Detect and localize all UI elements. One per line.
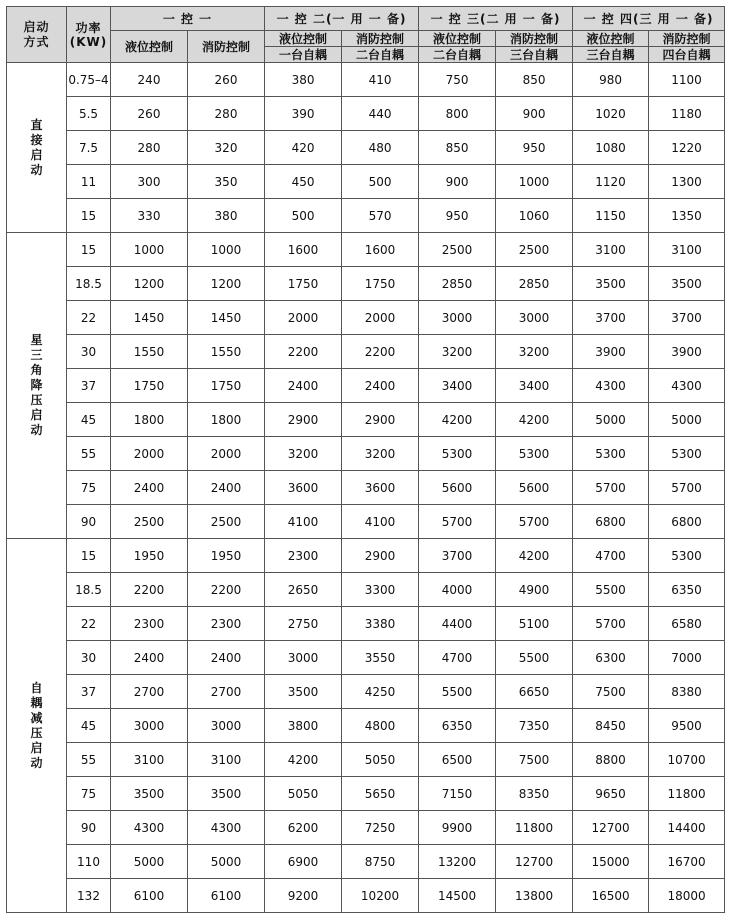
- power-cell: 15: [67, 199, 111, 233]
- value-cell: 4900: [496, 573, 573, 607]
- power-header: [67, 7, 111, 63]
- value-cell: 3000: [419, 301, 496, 335]
- value-cell: 1350: [649, 199, 725, 233]
- value-cell: 2500: [419, 233, 496, 267]
- table-row: [7, 267, 725, 301]
- value-cell: 3700: [573, 301, 649, 335]
- value-cell: 2700: [188, 675, 265, 709]
- value-cell: 3400: [496, 369, 573, 403]
- value-cell: 4400: [419, 607, 496, 641]
- value-cell: 13800: [496, 879, 573, 913]
- value-cell: 3500: [649, 267, 725, 301]
- value-cell: 1150: [573, 199, 649, 233]
- value-cell: 2400: [111, 641, 188, 675]
- value-cell: 5500: [496, 641, 573, 675]
- value-cell: 18000: [649, 879, 725, 913]
- subheader-fire-3: 消防控制: [496, 31, 573, 47]
- subheader-level-3: 液位控制: [419, 31, 496, 47]
- value-cell: 2000: [111, 437, 188, 471]
- value-cell: 5300: [573, 437, 649, 471]
- table-row: [7, 63, 725, 97]
- value-cell: 2700: [111, 675, 188, 709]
- value-cell: 7250: [342, 811, 419, 845]
- method-cell: [7, 539, 67, 913]
- value-cell: 9500: [649, 709, 725, 743]
- value-cell: 4300: [188, 811, 265, 845]
- table-row: [7, 403, 725, 437]
- power-cell: 110: [67, 845, 111, 879]
- value-cell: 900: [496, 97, 573, 131]
- value-cell: 3400: [419, 369, 496, 403]
- power-header-line1: 功率: [75, 20, 102, 35]
- value-cell: 12700: [573, 811, 649, 845]
- value-cell: 6580: [649, 607, 725, 641]
- value-cell: 500: [265, 199, 342, 233]
- subheader-level-2: 液位控制: [265, 31, 342, 47]
- value-cell: 7500: [573, 675, 649, 709]
- value-cell: 1120: [573, 165, 649, 199]
- value-cell: 4100: [265, 505, 342, 539]
- value-cell: 1200: [111, 267, 188, 301]
- value-cell: 950: [496, 131, 573, 165]
- method-label: 自耦减压启动: [30, 680, 43, 770]
- table-row: [7, 165, 725, 199]
- value-cell: 5300: [496, 437, 573, 471]
- value-cell: 3700: [649, 301, 725, 335]
- value-cell: 1800: [111, 403, 188, 437]
- value-cell: 5000: [573, 403, 649, 437]
- subheader-one-auto: 一台自耦: [265, 47, 342, 63]
- value-cell: 1450: [188, 301, 265, 335]
- subheader-three-auto-a: 三台自耦: [496, 47, 573, 63]
- value-cell: 6350: [419, 709, 496, 743]
- value-cell: 300: [111, 165, 188, 199]
- value-cell: 3500: [111, 777, 188, 811]
- power-cell: 15: [67, 539, 111, 573]
- value-cell: 3900: [649, 335, 725, 369]
- value-cell: 2900: [342, 403, 419, 437]
- value-cell: 2300: [265, 539, 342, 573]
- subheader-two-auto-b: 二台自耦: [419, 47, 496, 63]
- value-cell: 1080: [573, 131, 649, 165]
- value-cell: 1000: [188, 233, 265, 267]
- value-cell: 5700: [649, 471, 725, 505]
- value-cell: 3500: [188, 777, 265, 811]
- value-cell: 3700: [419, 539, 496, 573]
- power-cell: 37: [67, 675, 111, 709]
- subheader-fire-4: 消防控制: [649, 31, 725, 47]
- value-cell: 1750: [265, 267, 342, 301]
- value-cell: 9650: [573, 777, 649, 811]
- power-cell: 7.5: [67, 131, 111, 165]
- value-cell: 2900: [265, 403, 342, 437]
- value-cell: 5300: [419, 437, 496, 471]
- value-cell: 6300: [573, 641, 649, 675]
- value-cell: 4250: [342, 675, 419, 709]
- table-row: [7, 879, 725, 913]
- value-cell: 8450: [573, 709, 649, 743]
- value-cell: 1600: [265, 233, 342, 267]
- value-cell: 1750: [188, 369, 265, 403]
- power-cell: 132: [67, 879, 111, 913]
- value-cell: 2650: [265, 573, 342, 607]
- value-cell: 16700: [649, 845, 725, 879]
- method-label: 直接启动: [30, 117, 43, 177]
- value-cell: 2400: [188, 471, 265, 505]
- power-cell: 55: [67, 743, 111, 777]
- value-cell: 1550: [111, 335, 188, 369]
- value-cell: 2200: [342, 335, 419, 369]
- value-cell: 3380: [342, 607, 419, 641]
- value-cell: 5700: [573, 607, 649, 641]
- value-cell: 6900: [265, 845, 342, 879]
- value-cell: 2400: [342, 369, 419, 403]
- value-cell: 4200: [496, 539, 573, 573]
- table-row: [7, 471, 725, 505]
- value-cell: 1450: [111, 301, 188, 335]
- method-label: 星三角降压启动: [30, 333, 43, 437]
- value-cell: 3200: [496, 335, 573, 369]
- value-cell: 3900: [573, 335, 649, 369]
- power-cell: 0.75–4: [67, 63, 111, 97]
- power-cell: 55: [67, 437, 111, 471]
- table-row: [7, 573, 725, 607]
- value-cell: 3000: [496, 301, 573, 335]
- value-cell: 15000: [573, 845, 649, 879]
- value-cell: 1750: [342, 267, 419, 301]
- value-cell: 3550: [342, 641, 419, 675]
- value-cell: 260: [111, 97, 188, 131]
- value-cell: 5000: [188, 845, 265, 879]
- value-cell: 2850: [419, 267, 496, 301]
- value-cell: 4200: [496, 403, 573, 437]
- power-cell: 30: [67, 335, 111, 369]
- value-cell: 1220: [649, 131, 725, 165]
- value-cell: 5050: [342, 743, 419, 777]
- value-cell: 5000: [649, 403, 725, 437]
- value-cell: 14400: [649, 811, 725, 845]
- value-cell: 1060: [496, 199, 573, 233]
- value-cell: 440: [342, 97, 419, 131]
- power-cell: 18.5: [67, 573, 111, 607]
- value-cell: 7000: [649, 641, 725, 675]
- value-cell: 6100: [188, 879, 265, 913]
- value-cell: 2400: [111, 471, 188, 505]
- value-cell: 2750: [265, 607, 342, 641]
- value-cell: 6500: [419, 743, 496, 777]
- value-cell: 3200: [265, 437, 342, 471]
- subheader-two-auto-a: 二台自耦: [342, 47, 419, 63]
- value-cell: 5600: [419, 471, 496, 505]
- value-cell: 5300: [649, 437, 725, 471]
- value-cell: 4300: [649, 369, 725, 403]
- table-row: [7, 335, 725, 369]
- value-cell: 500: [342, 165, 419, 199]
- value-cell: 13200: [419, 845, 496, 879]
- value-cell: 3100: [649, 233, 725, 267]
- value-cell: 950: [419, 199, 496, 233]
- table-row: [7, 845, 725, 879]
- value-cell: 4000: [419, 573, 496, 607]
- value-cell: 11800: [649, 777, 725, 811]
- method-cell: [7, 63, 67, 233]
- value-cell: 9900: [419, 811, 496, 845]
- value-cell: 1100: [649, 63, 725, 97]
- power-cell: 75: [67, 777, 111, 811]
- value-cell: 2400: [265, 369, 342, 403]
- table-row: [7, 811, 725, 845]
- power-cell: 75: [67, 471, 111, 505]
- value-cell: 1600: [342, 233, 419, 267]
- value-cell: 1800: [188, 403, 265, 437]
- value-cell: 5700: [419, 505, 496, 539]
- value-cell: 2900: [342, 539, 419, 573]
- value-cell: 5100: [496, 607, 573, 641]
- power-cell: 22: [67, 301, 111, 335]
- value-cell: 3600: [265, 471, 342, 505]
- value-cell: 5500: [419, 675, 496, 709]
- value-cell: 1950: [188, 539, 265, 573]
- value-cell: 5700: [573, 471, 649, 505]
- value-cell: 10200: [342, 879, 419, 913]
- value-cell: 2500: [188, 505, 265, 539]
- method-cell: [7, 233, 67, 539]
- method-header: 启动方式: [7, 7, 67, 63]
- group-header-1: 一 控 一: [111, 7, 265, 31]
- table-body: [7, 63, 725, 913]
- value-cell: 6800: [649, 505, 725, 539]
- value-cell: 3000: [265, 641, 342, 675]
- subheader-level-1: 液位控制: [111, 31, 188, 63]
- table-row: [7, 301, 725, 335]
- subheader-level-4: 液位控制: [573, 31, 649, 47]
- power-cell: 90: [67, 811, 111, 845]
- value-cell: 450: [265, 165, 342, 199]
- power-cell: 90: [67, 505, 111, 539]
- value-cell: 380: [265, 63, 342, 97]
- value-cell: 3000: [188, 709, 265, 743]
- value-cell: 7350: [496, 709, 573, 743]
- value-cell: 6200: [265, 811, 342, 845]
- value-cell: 7500: [496, 743, 573, 777]
- value-cell: 8750: [342, 845, 419, 879]
- value-cell: 1950: [111, 539, 188, 573]
- power-cell: 30: [67, 641, 111, 675]
- value-cell: 1300: [649, 165, 725, 199]
- value-cell: 260: [188, 63, 265, 97]
- value-cell: 8350: [496, 777, 573, 811]
- value-cell: 3300: [342, 573, 419, 607]
- table-row: [7, 675, 725, 709]
- value-cell: 2500: [496, 233, 573, 267]
- cabinet-spec-table: [6, 6, 725, 913]
- table-row: [7, 131, 725, 165]
- value-cell: 2300: [188, 607, 265, 641]
- value-cell: 570: [342, 199, 419, 233]
- value-cell: 1180: [649, 97, 725, 131]
- power-cell: 11: [67, 165, 111, 199]
- value-cell: 2400: [188, 641, 265, 675]
- value-cell: 900: [419, 165, 496, 199]
- value-cell: 6650: [496, 675, 573, 709]
- subheader-three-auto-b: 三台自耦: [573, 47, 649, 63]
- value-cell: 4100: [342, 505, 419, 539]
- value-cell: 5650: [342, 777, 419, 811]
- value-cell: 11800: [496, 811, 573, 845]
- table-header: [7, 7, 725, 63]
- value-cell: 480: [342, 131, 419, 165]
- value-cell: 3200: [419, 335, 496, 369]
- value-cell: 850: [419, 131, 496, 165]
- value-cell: 320: [188, 131, 265, 165]
- subheader-fire-1: 消防控制: [188, 31, 265, 63]
- value-cell: 330: [111, 199, 188, 233]
- value-cell: 2200: [111, 573, 188, 607]
- value-cell: 4700: [419, 641, 496, 675]
- value-cell: 5600: [496, 471, 573, 505]
- table-row: [7, 97, 725, 131]
- value-cell: 750: [419, 63, 496, 97]
- value-cell: 2200: [265, 335, 342, 369]
- value-cell: 2200: [188, 573, 265, 607]
- value-cell: 3100: [188, 743, 265, 777]
- table-row: [7, 777, 725, 811]
- value-cell: 3600: [342, 471, 419, 505]
- power-header-line2: (KW): [69, 34, 108, 49]
- value-cell: 3500: [265, 675, 342, 709]
- value-cell: 5050: [265, 777, 342, 811]
- value-cell: 350: [188, 165, 265, 199]
- value-cell: 2000: [342, 301, 419, 335]
- value-cell: 1200: [188, 267, 265, 301]
- power-cell: 45: [67, 403, 111, 437]
- value-cell: 5700: [496, 505, 573, 539]
- value-cell: 4200: [419, 403, 496, 437]
- table-row: [7, 369, 725, 403]
- power-cell: 37: [67, 369, 111, 403]
- value-cell: 2500: [111, 505, 188, 539]
- value-cell: 3100: [111, 743, 188, 777]
- group-header-4: 一 控 四(三 用 一 备): [573, 7, 725, 31]
- value-cell: 3800: [265, 709, 342, 743]
- power-cell: 45: [67, 709, 111, 743]
- value-cell: 380: [188, 199, 265, 233]
- value-cell: 6800: [573, 505, 649, 539]
- value-cell: 9200: [265, 879, 342, 913]
- table-row: [7, 743, 725, 777]
- table-row: [7, 539, 725, 573]
- value-cell: 2000: [188, 437, 265, 471]
- table-row: [7, 437, 725, 471]
- value-cell: 6100: [111, 879, 188, 913]
- value-cell: 280: [188, 97, 265, 131]
- value-cell: 5000: [111, 845, 188, 879]
- group-header-2: 一 控 二(一 用 一 备): [265, 7, 419, 31]
- value-cell: 1750: [111, 369, 188, 403]
- power-cell: 5.5: [67, 97, 111, 131]
- value-cell: 5500: [573, 573, 649, 607]
- value-cell: 850: [496, 63, 573, 97]
- value-cell: 3000: [111, 709, 188, 743]
- value-cell: 8380: [649, 675, 725, 709]
- table-row: [7, 709, 725, 743]
- value-cell: 2850: [496, 267, 573, 301]
- power-cell: 22: [67, 607, 111, 641]
- value-cell: 2000: [265, 301, 342, 335]
- value-cell: 5300: [649, 539, 725, 573]
- value-cell: 4800: [342, 709, 419, 743]
- value-cell: 800: [419, 97, 496, 131]
- power-cell: 18.5: [67, 267, 111, 301]
- power-cell: 15: [67, 233, 111, 267]
- subheader-fire-2: 消防控制: [342, 31, 419, 47]
- value-cell: 2300: [111, 607, 188, 641]
- table-row: [7, 233, 725, 267]
- value-cell: 8800: [573, 743, 649, 777]
- value-cell: 3200: [342, 437, 419, 471]
- value-cell: 4700: [573, 539, 649, 573]
- value-cell: 1000: [496, 165, 573, 199]
- value-cell: 1550: [188, 335, 265, 369]
- value-cell: 14500: [419, 879, 496, 913]
- group-header-3: 一 控 三(二 用 一 备): [419, 7, 573, 31]
- subheader-four-auto: 四台自耦: [649, 47, 725, 63]
- table-row: [7, 641, 725, 675]
- value-cell: 6350: [649, 573, 725, 607]
- value-cell: 240: [111, 63, 188, 97]
- value-cell: 1000: [111, 233, 188, 267]
- value-cell: 16500: [573, 879, 649, 913]
- value-cell: 7150: [419, 777, 496, 811]
- table-row: [7, 607, 725, 641]
- value-cell: 390: [265, 97, 342, 131]
- table-row: [7, 199, 725, 233]
- value-cell: 420: [265, 131, 342, 165]
- value-cell: 4300: [573, 369, 649, 403]
- value-cell: 980: [573, 63, 649, 97]
- value-cell: 410: [342, 63, 419, 97]
- value-cell: 280: [111, 131, 188, 165]
- value-cell: 3100: [573, 233, 649, 267]
- value-cell: 10700: [649, 743, 725, 777]
- value-cell: 3500: [573, 267, 649, 301]
- table-row: [7, 505, 725, 539]
- value-cell: 4300: [111, 811, 188, 845]
- value-cell: 1020: [573, 97, 649, 131]
- value-cell: 12700: [496, 845, 573, 879]
- value-cell: 4200: [265, 743, 342, 777]
